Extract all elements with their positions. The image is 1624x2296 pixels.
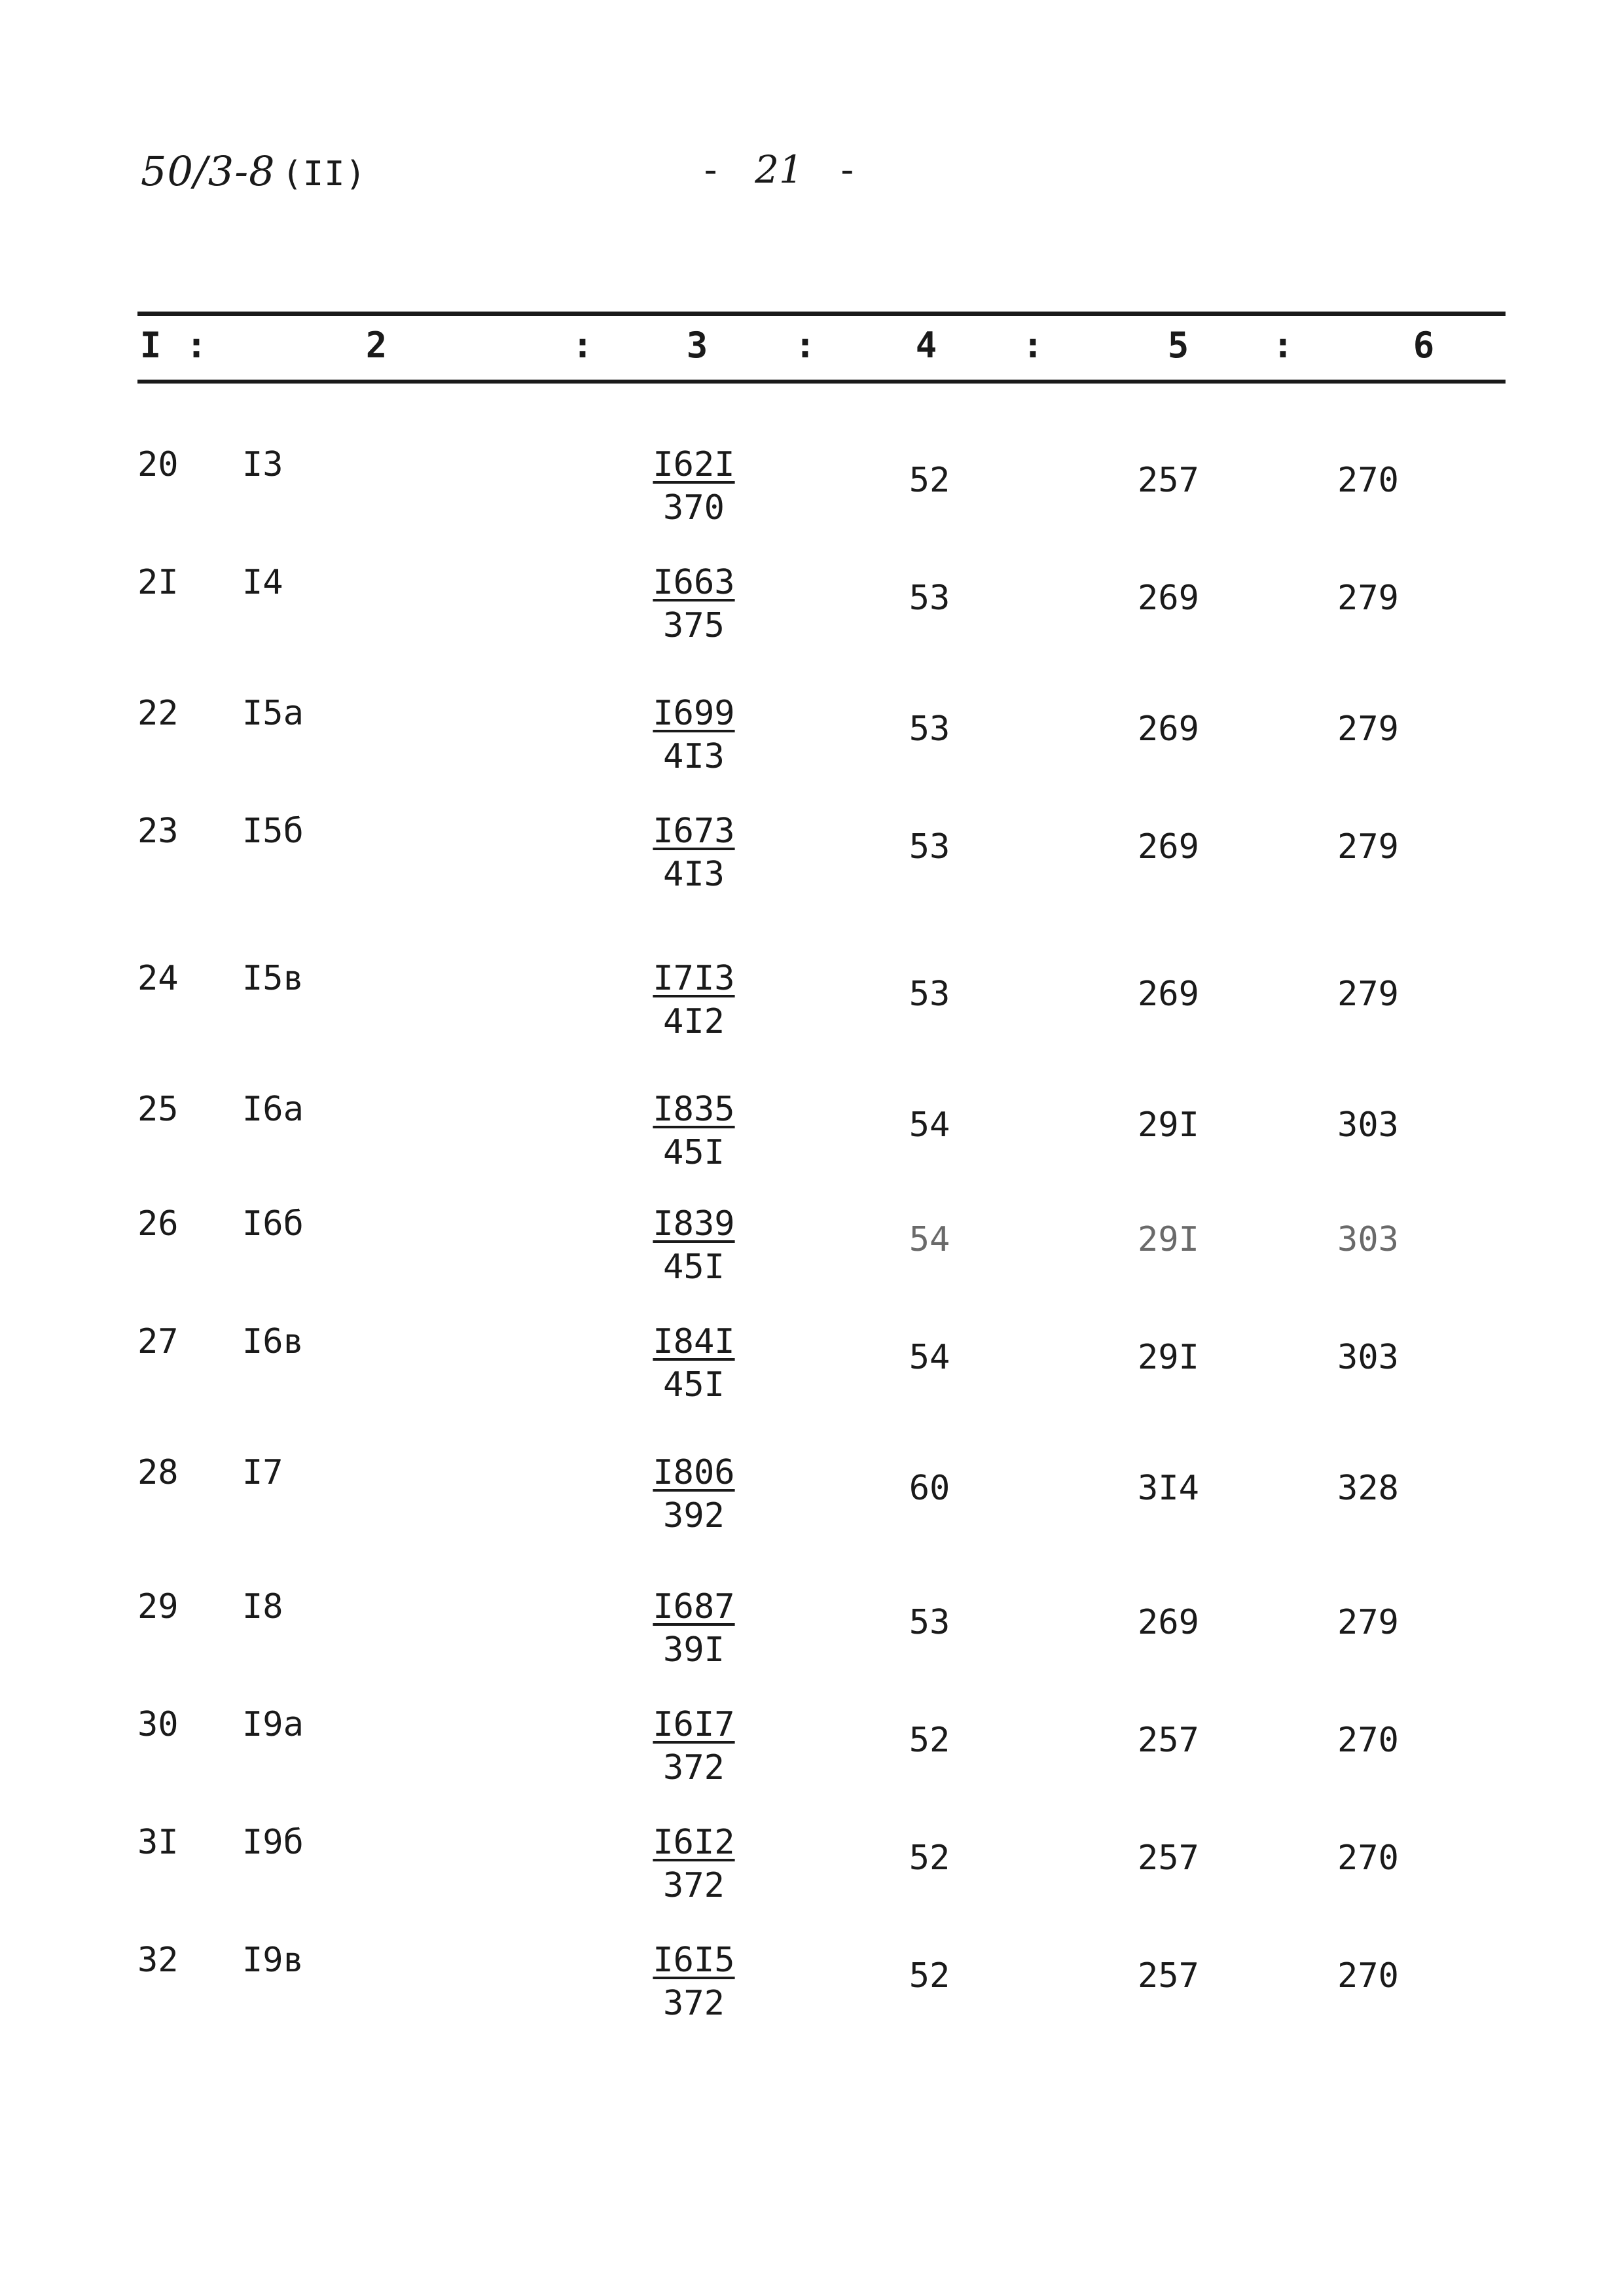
row-number: 25 xyxy=(137,1090,179,1129)
value-col-6: 328 xyxy=(1337,1469,1399,1508)
fraction-denominator: 392 xyxy=(663,1496,725,1535)
column-separator: : xyxy=(185,325,208,366)
document-part: (II) xyxy=(281,154,367,194)
value-col-5: 29I xyxy=(1138,1220,1199,1259)
row-code: I9в xyxy=(242,1941,304,1980)
fraction-denominator: 372 xyxy=(663,1866,725,1905)
column-header-1: I xyxy=(139,325,162,366)
value-col-4: 52 xyxy=(909,1839,950,1878)
row-number: 26 xyxy=(137,1204,179,1244)
row-code: I4 xyxy=(242,563,283,602)
table-row xyxy=(0,1453,1624,1564)
table-row xyxy=(0,694,1624,805)
row-number: 22 xyxy=(137,694,179,733)
fraction-cell xyxy=(648,1823,740,1905)
fraction-numerator: I7I3 xyxy=(653,959,735,998)
column-separator: : xyxy=(1022,325,1044,366)
fraction-denominator: 372 xyxy=(663,1748,725,1787)
row-number: 32 xyxy=(137,1941,179,1980)
page-dash-right: - xyxy=(835,147,859,192)
fraction-denominator: 4I2 xyxy=(663,1002,725,1041)
value-col-5: 257 xyxy=(1138,1839,1199,1878)
fraction-numerator: I687 xyxy=(653,1587,735,1626)
fraction-numerator: I699 xyxy=(653,694,735,733)
value-col-4: 52 xyxy=(909,1956,950,1996)
table-row xyxy=(0,1090,1624,1201)
column-header-4: 4 xyxy=(915,325,937,366)
fraction-numerator: I663 xyxy=(653,563,735,602)
column-separator: : xyxy=(794,325,816,366)
row-number: 29 xyxy=(137,1587,179,1626)
fraction-denominator: 4I3 xyxy=(663,855,725,894)
row-code: I6a xyxy=(242,1090,304,1129)
value-col-6: 270 xyxy=(1337,1956,1399,1996)
page-dash-left: - xyxy=(699,147,723,192)
row-number: 24 xyxy=(137,959,179,998)
value-col-5: 257 xyxy=(1138,461,1199,500)
value-col-4: 53 xyxy=(909,709,950,749)
row-number: 23 xyxy=(137,812,179,851)
table-row xyxy=(0,959,1624,1070)
row-code: I8 xyxy=(242,1587,283,1626)
row-code: I9б xyxy=(242,1823,304,1862)
fraction-numerator: I84I xyxy=(653,1322,735,1361)
column-separator: : xyxy=(1272,325,1294,366)
column-header-3: 3 xyxy=(686,325,708,366)
value-col-6: 279 xyxy=(1337,579,1399,618)
value-col-6: 303 xyxy=(1337,1220,1399,1259)
row-number: 30 xyxy=(137,1705,179,1744)
value-col-4: 53 xyxy=(909,827,950,867)
table-row xyxy=(0,445,1624,556)
row-code: I5б xyxy=(242,812,304,851)
row-code: I3 xyxy=(242,445,283,484)
fraction-denominator: 39I xyxy=(663,1630,725,1670)
fraction-numerator: I673 xyxy=(653,812,735,851)
fraction-cell xyxy=(648,1587,740,1670)
value-col-6: 270 xyxy=(1337,1721,1399,1760)
fraction-numerator: I835 xyxy=(653,1090,735,1129)
column-header-5: 5 xyxy=(1167,325,1189,366)
value-col-4: 53 xyxy=(909,975,950,1014)
value-col-6: 279 xyxy=(1337,827,1399,867)
row-code: I5в xyxy=(242,959,304,998)
table-row xyxy=(0,1941,1624,2052)
fraction-cell xyxy=(648,1705,740,1787)
fraction-cell xyxy=(648,1204,740,1287)
table-row xyxy=(0,563,1624,674)
document-code-number: 50/3-8 xyxy=(141,147,276,195)
fraction-cell xyxy=(648,959,740,1041)
fraction-cell xyxy=(648,694,740,776)
fraction-denominator: 45I xyxy=(663,1133,725,1172)
value-col-5: 29I xyxy=(1138,1338,1199,1377)
value-col-6: 279 xyxy=(1337,709,1399,749)
column-separator: : xyxy=(571,325,594,366)
fraction-numerator: I806 xyxy=(653,1453,735,1492)
value-col-5: 29I xyxy=(1138,1105,1199,1145)
fraction-numerator: I62I xyxy=(653,445,735,484)
fraction-cell xyxy=(648,445,740,528)
fraction-numerator: I839 xyxy=(653,1204,735,1244)
fraction-cell xyxy=(648,563,740,645)
table-row xyxy=(0,1823,1624,1934)
page-number-value: 21 xyxy=(755,147,803,192)
fraction-cell xyxy=(648,812,740,894)
value-col-5: 3I4 xyxy=(1138,1469,1199,1508)
table-row xyxy=(0,1587,1624,1698)
fraction-numerator: I6I5 xyxy=(653,1941,735,1980)
fraction-denominator: 372 xyxy=(663,1984,725,2023)
fraction-denominator: 45I xyxy=(663,1247,725,1287)
value-col-6: 279 xyxy=(1337,975,1399,1014)
fraction-denominator: 370 xyxy=(663,488,725,528)
value-col-5: 269 xyxy=(1138,975,1199,1014)
value-col-4: 52 xyxy=(909,1721,950,1760)
table-row xyxy=(0,1322,1624,1433)
row-code: I9a xyxy=(242,1705,304,1744)
value-col-6: 270 xyxy=(1337,1839,1399,1878)
fraction-numerator: I6I7 xyxy=(653,1705,735,1744)
value-col-5: 269 xyxy=(1138,579,1199,618)
table-row xyxy=(0,812,1624,923)
table-row xyxy=(0,1204,1624,1316)
value-col-5: 257 xyxy=(1138,1721,1199,1760)
value-col-4: 54 xyxy=(909,1338,950,1377)
value-col-4: 53 xyxy=(909,579,950,618)
value-col-5: 269 xyxy=(1138,827,1199,867)
row-number: 28 xyxy=(137,1453,179,1492)
row-number: 27 xyxy=(137,1322,179,1361)
value-col-6: 279 xyxy=(1337,1603,1399,1642)
value-col-6: 270 xyxy=(1337,461,1399,500)
column-header-2: 2 xyxy=(365,325,388,366)
fraction-denominator: 375 xyxy=(663,606,725,645)
row-number: 20 xyxy=(137,445,179,484)
fraction-cell xyxy=(648,1453,740,1535)
table-row xyxy=(0,1705,1624,1816)
value-col-5: 257 xyxy=(1138,1956,1199,1996)
value-col-5: 269 xyxy=(1138,1603,1199,1642)
row-code: I6в xyxy=(242,1322,304,1361)
value-col-4: 53 xyxy=(909,1603,950,1642)
value-col-4: 60 xyxy=(909,1469,950,1508)
value-col-4: 54 xyxy=(909,1220,950,1259)
value-col-4: 54 xyxy=(909,1105,950,1145)
row-number: 3I xyxy=(137,1823,179,1862)
fraction-cell xyxy=(648,1090,740,1172)
fraction-cell xyxy=(648,1322,740,1405)
value-col-4: 52 xyxy=(909,461,950,500)
value-col-6: 303 xyxy=(1337,1338,1399,1377)
row-code: I7 xyxy=(242,1453,283,1492)
value-col-5: 269 xyxy=(1138,709,1199,749)
row-number: 2I xyxy=(137,563,179,602)
fraction-numerator: I6I2 xyxy=(653,1823,735,1862)
fraction-cell xyxy=(648,1941,740,2023)
value-col-6: 303 xyxy=(1337,1105,1399,1145)
fraction-denominator: 4I3 xyxy=(663,737,725,776)
fraction-denominator: 45I xyxy=(663,1365,725,1405)
column-header-6: 6 xyxy=(1413,325,1435,366)
row-code: I5a xyxy=(242,694,304,733)
row-code: I6б xyxy=(242,1204,304,1244)
